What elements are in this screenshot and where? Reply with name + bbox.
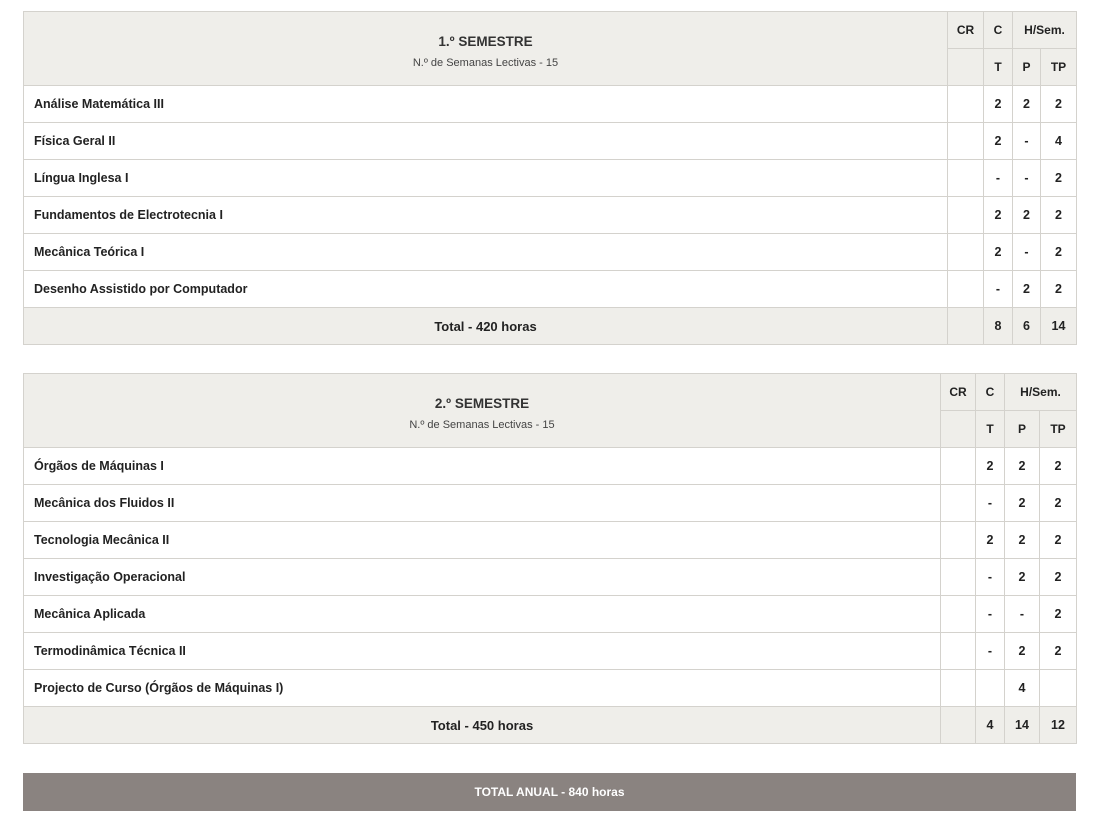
header-tp: TP bbox=[1040, 411, 1077, 448]
course-t: - bbox=[976, 596, 1005, 633]
table-row bbox=[24, 633, 1077, 670]
table-row bbox=[24, 596, 1077, 633]
table-row bbox=[24, 271, 1077, 308]
course-p: 2 bbox=[1005, 522, 1040, 559]
course-p: 2 bbox=[1005, 485, 1040, 522]
course-p: 2 bbox=[1005, 559, 1040, 596]
semester-1-title-cell bbox=[24, 12, 948, 86]
semester-2-title-cell bbox=[24, 374, 941, 448]
course-tp: 2 bbox=[1041, 234, 1077, 271]
table-row bbox=[24, 86, 1077, 123]
course-p: - bbox=[1005, 596, 1040, 633]
course-cr bbox=[941, 670, 976, 707]
semester-1-header-row bbox=[24, 12, 1077, 49]
header-cr: CR bbox=[941, 374, 976, 411]
table-row bbox=[24, 234, 1077, 271]
header-p: P bbox=[1005, 411, 1040, 448]
course-t: - bbox=[976, 559, 1005, 596]
course-tp: 2 bbox=[1040, 633, 1077, 670]
header-tp: TP bbox=[1041, 49, 1077, 86]
course-p: - bbox=[1013, 123, 1041, 160]
semester-2-total-row bbox=[24, 707, 1077, 744]
course-name: Desenho Assistido por Computador bbox=[24, 271, 948, 308]
total-tp: 14 bbox=[1041, 308, 1077, 345]
course-name: Projecto de Curso (Órgãos de Máquinas I) bbox=[24, 670, 941, 707]
semester-2-total-label: Total - 450 horas bbox=[24, 707, 941, 744]
header-cr-blank bbox=[941, 411, 976, 448]
course-cr bbox=[948, 271, 984, 308]
course-name: Investigação Operacional bbox=[24, 559, 941, 596]
course-t: 2 bbox=[976, 522, 1005, 559]
course-p: 2 bbox=[1005, 448, 1040, 485]
course-cr bbox=[948, 123, 984, 160]
course-tp: 2 bbox=[1041, 160, 1077, 197]
course-p: - bbox=[1013, 234, 1041, 271]
course-p: - bbox=[1013, 160, 1041, 197]
table-row bbox=[24, 670, 1077, 707]
course-cr bbox=[948, 160, 984, 197]
course-t: 2 bbox=[984, 123, 1013, 160]
header-p: P bbox=[1013, 49, 1041, 86]
total-tp: 12 bbox=[1040, 707, 1077, 744]
table-row bbox=[24, 485, 1077, 522]
course-tp: 2 bbox=[1041, 86, 1077, 123]
course-name: Língua Inglesa I bbox=[24, 160, 948, 197]
table-row bbox=[24, 197, 1077, 234]
header-c: C bbox=[976, 374, 1005, 411]
semester-1-table bbox=[23, 11, 1077, 345]
semester-1-total-row bbox=[24, 308, 1077, 345]
course-name: Mecânica Aplicada bbox=[24, 596, 941, 633]
course-t bbox=[976, 670, 1005, 707]
table-row bbox=[24, 448, 1077, 485]
course-cr bbox=[941, 448, 976, 485]
course-name: Mecânica dos Fluidos II bbox=[24, 485, 941, 522]
course-t: - bbox=[976, 485, 1005, 522]
semester-2-header-row bbox=[24, 374, 1077, 411]
course-tp: 2 bbox=[1040, 596, 1077, 633]
course-t: - bbox=[976, 633, 1005, 670]
total-t: 4 bbox=[976, 707, 1005, 744]
course-t: 2 bbox=[984, 197, 1013, 234]
total-cr bbox=[948, 308, 984, 345]
semester-2-title: 2.º SEMESTRE bbox=[434, 396, 530, 411]
header-cr: CR bbox=[948, 12, 984, 49]
course-name: Tecnologia Mecânica II bbox=[24, 522, 941, 559]
course-p: 2 bbox=[1013, 197, 1041, 234]
total-cr bbox=[941, 707, 976, 744]
course-p: 4 bbox=[1005, 670, 1040, 707]
course-name: Física Geral II bbox=[24, 123, 948, 160]
course-tp: 2 bbox=[1040, 448, 1077, 485]
header-c: C bbox=[984, 12, 1013, 49]
course-name: Fundamentos de Electrotecnia I bbox=[24, 197, 948, 234]
course-t: - bbox=[984, 271, 1013, 308]
header-hsem: H/Sem. bbox=[1013, 12, 1077, 49]
course-t: 2 bbox=[984, 86, 1013, 123]
course-t: 2 bbox=[984, 234, 1013, 271]
course-tp: 2 bbox=[1041, 271, 1077, 308]
course-name: Análise Matemática III bbox=[24, 86, 948, 123]
course-tp: 2 bbox=[1040, 522, 1077, 559]
course-tp: 2 bbox=[1040, 559, 1077, 596]
total-p: 14 bbox=[1005, 707, 1040, 744]
table-row bbox=[24, 522, 1077, 559]
course-cr bbox=[948, 86, 984, 123]
semester-1-title: 1.º SEMESTRE bbox=[438, 34, 533, 49]
header-t: T bbox=[976, 411, 1005, 448]
course-p: 2 bbox=[1005, 633, 1040, 670]
course-t: - bbox=[984, 160, 1013, 197]
annual-total-banner: TOTAL ANUAL - 840 horas bbox=[23, 773, 1076, 811]
table-row bbox=[24, 559, 1077, 596]
table-row bbox=[24, 123, 1077, 160]
semester-1-subtitle: N.º de Semanas Lectivas - 15 bbox=[412, 57, 559, 69]
course-cr bbox=[941, 596, 976, 633]
course-name: Órgãos de Máquinas I bbox=[24, 448, 941, 485]
course-cr bbox=[941, 559, 976, 596]
course-name: Mecânica Teórica I bbox=[24, 234, 948, 271]
course-t: 2 bbox=[976, 448, 1005, 485]
course-cr bbox=[948, 197, 984, 234]
total-p: 6 bbox=[1013, 308, 1041, 345]
total-t: 8 bbox=[984, 308, 1013, 345]
course-cr bbox=[941, 522, 976, 559]
header-t: T bbox=[984, 49, 1013, 86]
course-tp: 2 bbox=[1040, 485, 1077, 522]
course-cr bbox=[941, 485, 976, 522]
table-row bbox=[24, 160, 1077, 197]
semester-2-subtitle: N.º de Semanas Lectivas - 15 bbox=[409, 419, 555, 431]
course-cr bbox=[948, 234, 984, 271]
course-tp: 4 bbox=[1041, 123, 1077, 160]
semester-2-table bbox=[23, 373, 1077, 744]
course-tp bbox=[1040, 670, 1077, 707]
course-p: 2 bbox=[1013, 271, 1041, 308]
course-name: Termodinâmica Técnica II bbox=[24, 633, 941, 670]
course-cr bbox=[941, 633, 976, 670]
header-hsem: H/Sem. bbox=[1005, 374, 1077, 411]
course-tp: 2 bbox=[1041, 197, 1077, 234]
semester-1-total-label: Total - 420 horas bbox=[24, 308, 948, 345]
course-p: 2 bbox=[1013, 86, 1041, 123]
header-cr-blank bbox=[948, 49, 984, 86]
